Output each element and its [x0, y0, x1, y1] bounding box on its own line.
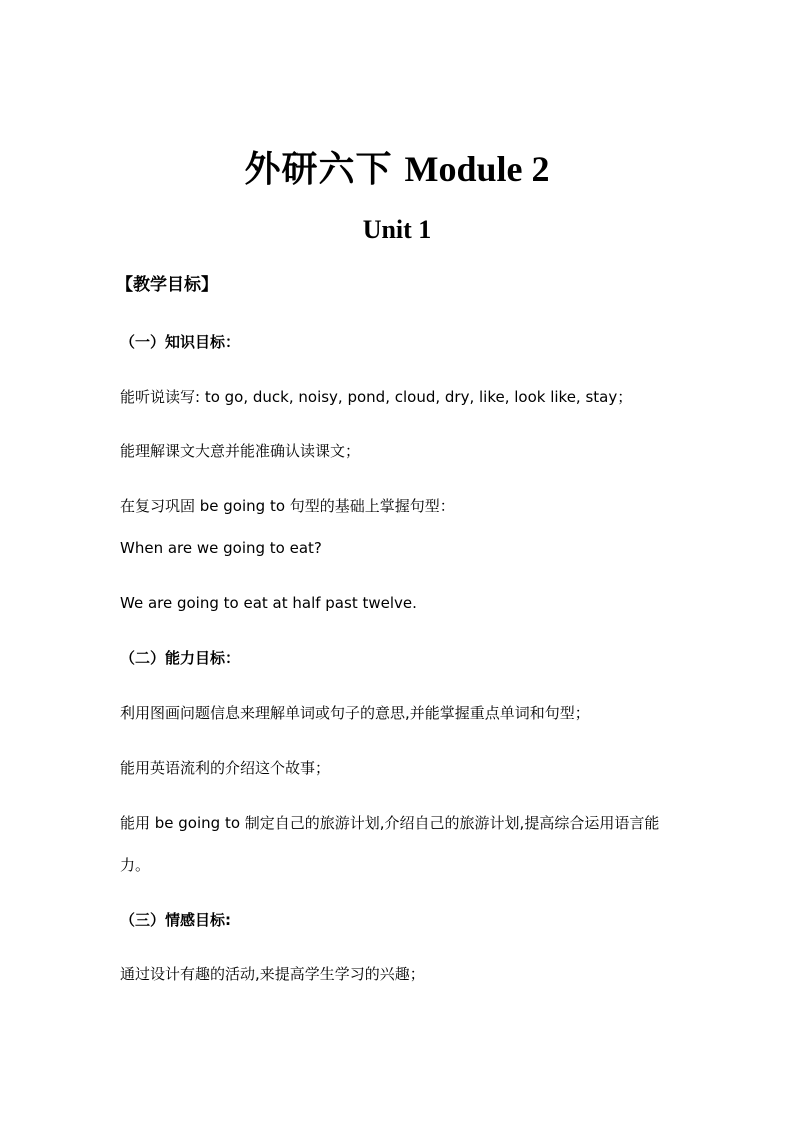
- title-chinese: 外研六下: [244, 149, 393, 190]
- heading-emotion-goals: （三）情感目标:: [120, 911, 231, 929]
- knowledge-line-5: We are going to eat at half past twelve.: [120, 594, 417, 612]
- title-english: Module 2: [404, 149, 550, 189]
- knowledge-line-3: 在复习巩固 be going to 句型的基础上掌握句型：: [120, 497, 455, 515]
- emotion-line-1: 通过设计有趣的活动,来提高学生学习的兴趣；: [120, 965, 425, 983]
- heading-ability-goals: （二）能力目标：: [120, 649, 241, 667]
- ability-line-3: 能用 be going to 制定自己的旅游计划,介绍自己的旅游计划,提高综合运用语言能力。: [120, 814, 660, 874]
- heading-knowledge-goals: （一）知识目标：: [120, 333, 241, 351]
- document-title: [0, 143, 794, 196]
- knowledge-line-2: 能理解课文大意并能准确认读课文；: [120, 442, 361, 460]
- knowledge-line-4: When are we going to eat?: [120, 539, 322, 557]
- ability-line-2: 能用英语流利的介绍这个故事；: [120, 759, 331, 777]
- unit-subtitle: Unit 1: [362, 215, 432, 244]
- knowledge-line-1: 能听说读写: to go, duck, noisy, pond, cloud, dry, like, look like, stay；: [120, 388, 633, 406]
- section-heading-teaching-goals: 【教学目标】: [116, 275, 218, 295]
- ability-line-1: 利用图画问题信息来理解单词或句子的意思,并能掌握重点单词和句型；: [120, 704, 590, 722]
